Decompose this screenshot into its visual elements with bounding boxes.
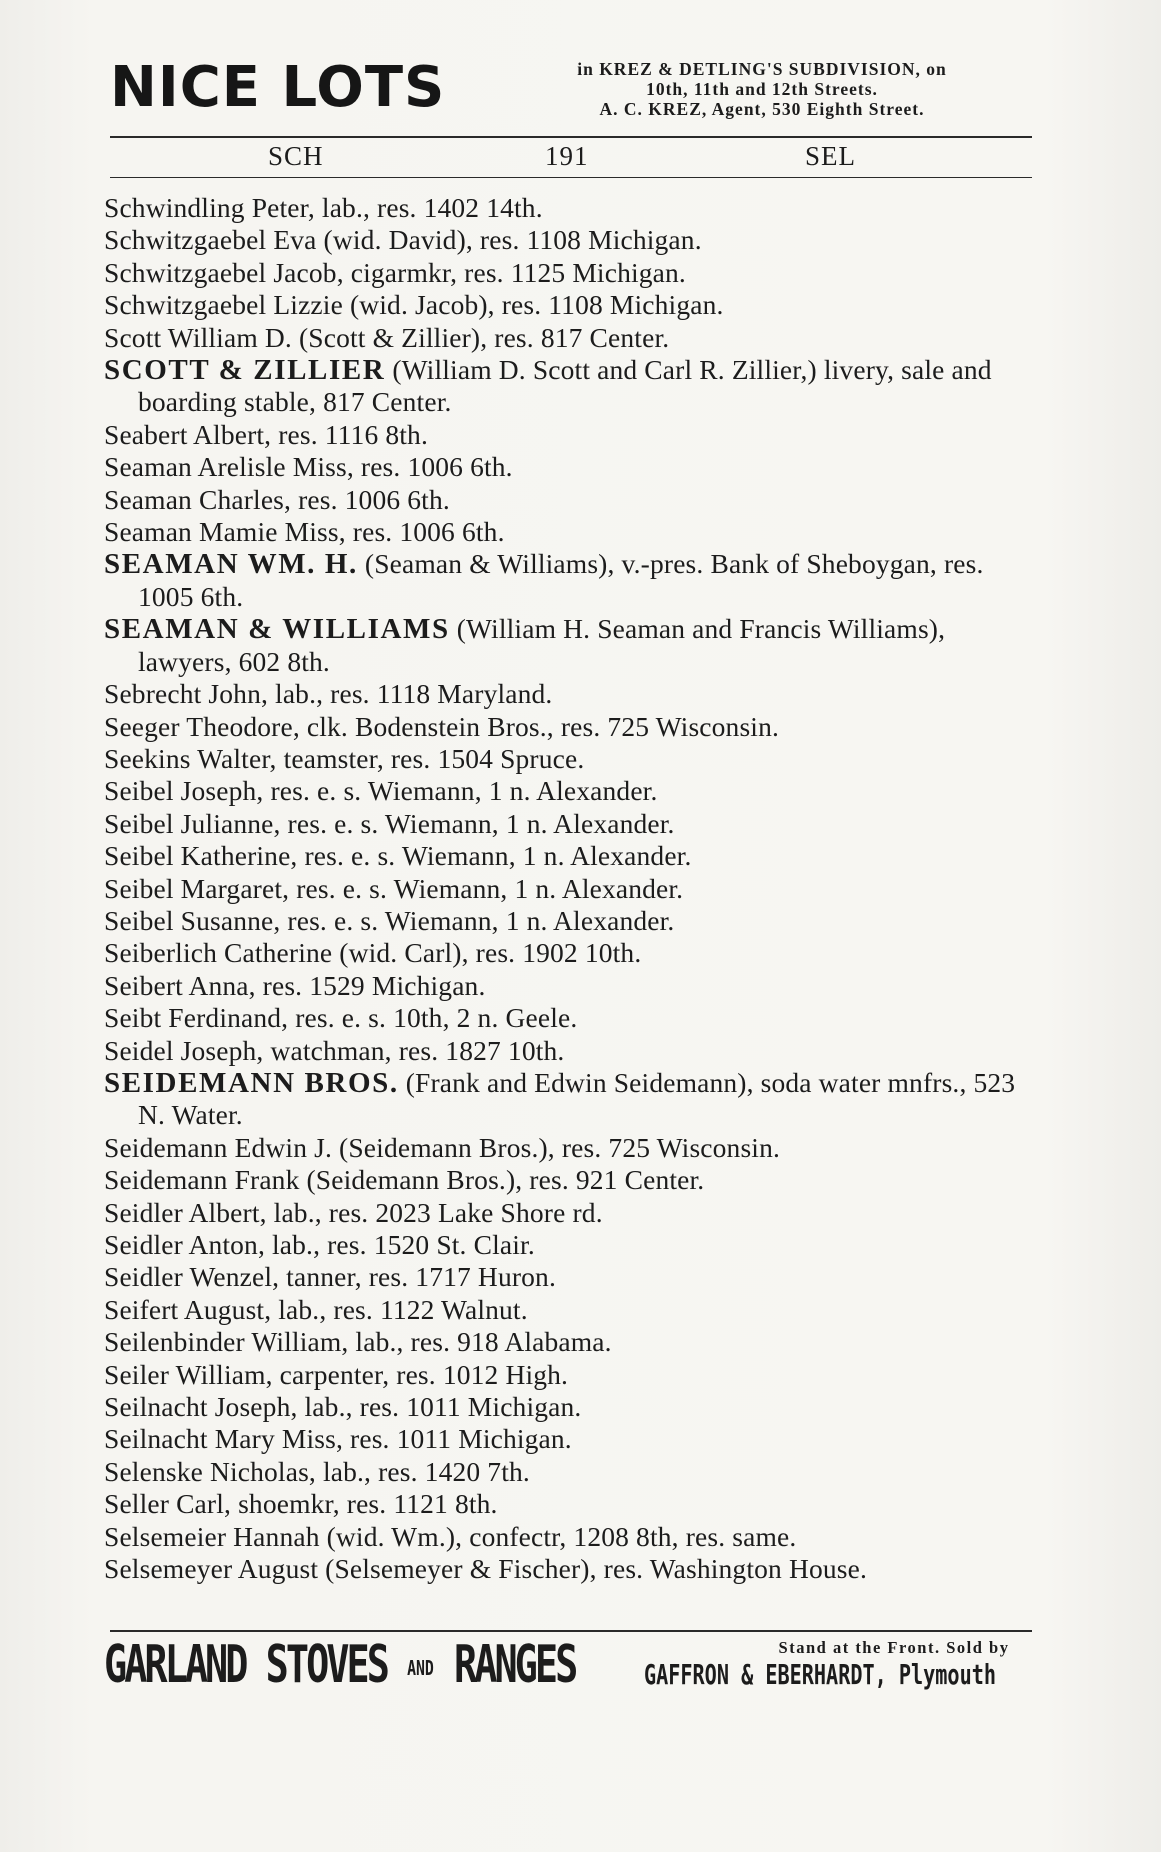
entry-text: Selsemeier Hannah (wid. Wm.), confectr, 1208 8th, res. same. <box>104 1520 797 1552</box>
directory-entry <box>104 1488 1044 1520</box>
directory-entry <box>104 905 1044 937</box>
entry-text: Seibt Ferdinand, res. e. s. 10th, 2 n. Geele. <box>104 1002 578 1034</box>
seller-line: GAFFRON & EBERHARDT, Plymouth <box>644 1658 996 1691</box>
directory-entry <box>104 1229 1044 1261</box>
entry-text: (Frank and Edwin Seidemann), soda water mnfrs., 523 N. Water. <box>138 1066 1016 1131</box>
ad-line-3: A. C. KREZ, Agent, 530 Eighth Street. <box>599 99 925 119</box>
entry-text: Sebrecht John, lab., res. 1118 Maryland. <box>104 678 553 710</box>
directory-entry <box>104 1132 1044 1164</box>
bottom-ad-right <box>644 1637 1144 1691</box>
directory-entry <box>104 516 1044 548</box>
entry-text: Seidel Joseph, watchman, res. 1827 10th. <box>104 1034 565 1066</box>
directory-entry <box>104 840 1044 872</box>
directory-entries <box>104 192 1044 1585</box>
directory-entry <box>104 711 1044 743</box>
directory-entry <box>104 484 1044 516</box>
header-right-guide: SEL <box>805 141 857 171</box>
directory-entry <box>104 1002 1044 1034</box>
entry-text: Seibel Katherine, res. e. s. Wiemann, 1 n. Alexander. <box>104 840 692 872</box>
directory-entry <box>104 743 1044 775</box>
entry-text: Seidler Albert, lab., res. 2023 Lake Shore rd. <box>104 1196 603 1228</box>
top-advertisement <box>110 54 1040 134</box>
entry-firm-name: SEAMAN WM. H. <box>104 548 358 581</box>
entry-firm-name: SCOTT & ZILLIER <box>104 354 386 387</box>
directory-entry <box>104 1423 1044 1455</box>
ad-line-2: 10th, 11th and 12th Streets. <box>646 79 878 99</box>
entry-text: (Seaman & Williams), v.-pres. Bank of Sheboygan, res. 1005 6th. <box>138 548 984 612</box>
directory-entry <box>104 1261 1044 1293</box>
directory-entry <box>104 1553 1044 1585</box>
entry-text: Seaman Mamie Miss, res. 1006 6th. <box>104 516 505 548</box>
entry-firm-name: SEIDEMANN BROS. <box>104 1066 399 1099</box>
entry-text: Seaman Charles, res. 1006 6th. <box>104 483 450 515</box>
ad-line-1: in KREZ & DETLING'S SUBDIVISION, on <box>577 59 947 79</box>
directory-entry <box>104 257 1044 289</box>
directory-entry <box>104 678 1044 710</box>
directory-entry <box>104 775 1044 807</box>
entry-text: Schwindling Peter, lab., res. 1402 14th. <box>104 192 543 223</box>
entry-text: Seilnacht Joseph, lab., res. 1011 Michigan. <box>104 1391 582 1423</box>
entry-text: Seibel Margaret, res. e. s. Wiemann, 1 n. Alexander. <box>104 872 684 904</box>
entry-text: Seibel Joseph, res. e. s. Wiemann, 1 n. Alexander. <box>104 775 658 807</box>
entry-text: Seiler William, carpenter, res. 1012 High. <box>104 1358 569 1390</box>
directory-entry <box>104 1521 1044 1553</box>
page-number: 191 <box>545 141 589 171</box>
entry-text: (William H. Seaman and Francis Williams), lawyers, 602 8th. <box>138 613 946 677</box>
directory-entry <box>104 1326 1044 1358</box>
entry-text: Schwitzgaebel Eva (wid. David), res. 1108 Michigan. <box>104 224 702 256</box>
running-header <box>110 141 1032 175</box>
directory-entry <box>104 322 1044 354</box>
header-left-guide: SCH <box>268 141 324 171</box>
directory-entry <box>104 937 1044 969</box>
directory-entry <box>104 808 1044 840</box>
directory-entry <box>104 192 1044 224</box>
directory-entry <box>104 224 1044 256</box>
garland-and: AND <box>407 1656 434 1680</box>
entry-text: Seidler Anton, lab., res. 1520 St. Clair. <box>104 1229 535 1260</box>
bottom-advertisement <box>104 1637 1034 1697</box>
entry-text: Seibert Anna, res. 1529 Michigan. <box>104 969 486 1001</box>
entry-text: Seidemann Frank (Seidemann Bros.), res. 921 Center. <box>104 1164 705 1196</box>
stand-line: Stand at the Front. Sold by <box>778 1638 1010 1657</box>
entry-text: Seilenbinder William, lab., res. 918 Alabama. <box>104 1326 612 1358</box>
entry-text: Scott William D. (Scott & Zillier), res. 817 Center. <box>104 321 670 353</box>
entry-text: Seiberlich Catherine (wid. Carl), res. 1902 10th. <box>104 937 642 969</box>
entry-text: Selenske Nicholas, lab., res. 1420 7th. <box>104 1455 530 1487</box>
entry-text: Seibel Julianne, res. e. s. Wiemann, 1 n. Alexander. <box>104 807 675 839</box>
entry-text: Seidler Wenzel, tanner, res. 1717 Huron. <box>104 1261 556 1293</box>
directory-entry <box>104 1359 1044 1391</box>
entry-text: Seeger Theodore, clk. Bodenstein Bros., res. 725 Wisconsin. <box>104 710 780 742</box>
directory-entry <box>104 1067 1044 1132</box>
directory-entry <box>104 1456 1044 1488</box>
directory-entry <box>104 451 1044 483</box>
header-rule <box>110 177 1032 178</box>
directory-entry <box>104 1164 1044 1196</box>
entry-text: Seilnacht Mary Miss, res. 1011 Michigan. <box>104 1423 572 1455</box>
directory-entry <box>104 419 1044 451</box>
entry-text: (William D. Scott and Carl R. Zillier,) livery, sale and boarding stable, 817 Center. <box>138 354 992 418</box>
garland-ad-text <box>104 1637 575 1696</box>
ad-details <box>482 59 1042 119</box>
entry-text: Seekins Walter, teamster, res. 1504 Spruce. <box>104 742 585 774</box>
directory-entry <box>104 970 1044 1002</box>
entry-text: Seabert Albert, res. 1116 8th. <box>104 418 428 450</box>
directory-entry <box>104 548 1044 613</box>
directory-entry <box>104 873 1044 905</box>
entry-text: Seller Carl, shoemkr, res. 1121 8th. <box>104 1488 498 1520</box>
ad-title: NICE LOTS <box>110 55 446 120</box>
entry-text: Seifert August, lab., res. 1122 Walnut. <box>104 1293 528 1325</box>
garland-main: GARLAND STOVES <box>104 1635 387 1695</box>
directory-entry <box>104 289 1044 321</box>
entry-text: Schwitzgaebel Lizzie (wid. Jacob), res. 1108 Michigan. <box>104 289 724 321</box>
directory-entry <box>104 1294 1044 1326</box>
entry-text: Selsemeyer August (Selsemeyer & Fischer), res. Washington House. <box>104 1553 867 1585</box>
bottom-rule <box>110 1630 1032 1632</box>
entry-text: Seidemann Edwin J. (Seidemann Bros.), res. 725 Wisconsin. <box>104 1131 781 1163</box>
garland-ranges: RANGES <box>454 1635 576 1695</box>
entry-text: Seaman Arelisle Miss, res. 1006 6th. <box>104 451 513 483</box>
entry-firm-name: SEAMAN & WILLIAMS <box>104 613 450 646</box>
directory-entry <box>104 1035 1044 1067</box>
directory-entry <box>104 613 1044 678</box>
entry-text: Schwitzgaebel Jacob, cigarmkr, res. 1125 Michigan. <box>104 256 686 288</box>
directory-entry <box>104 354 1044 419</box>
entry-text: Seibel Susanne, res. e. s. Wiemann, 1 n. Alexander. <box>104 904 675 936</box>
directory-entry <box>104 1391 1044 1423</box>
top-rule <box>110 136 1032 138</box>
directory-entry <box>104 1197 1044 1229</box>
